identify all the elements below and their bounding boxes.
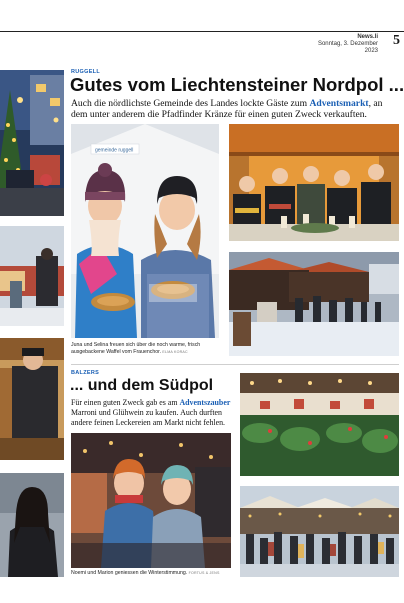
page-header xyxy=(306,34,378,55)
article2-kicker: BALZERS xyxy=(71,370,100,376)
article1-lead-highlight: Adventsmarkt xyxy=(309,98,369,109)
article1-headline: Gutes vom Liechtensteiner Nordpol ... xyxy=(70,74,404,95)
paper-name: News.li xyxy=(357,34,378,40)
article2-caption xyxy=(71,570,236,577)
photo-decorated-stand xyxy=(240,373,399,476)
header-rule xyxy=(0,31,404,32)
article1-caption-text: Juna und Selina freuen sich über die noch warme, frisch ausgebackene Waffel vom Frauenchor. xyxy=(71,342,201,355)
photo-girl-dark-coat xyxy=(0,473,64,577)
photo-man-at-stand xyxy=(0,338,64,460)
page-number: 5 xyxy=(393,33,400,48)
photo-market-tents-snow xyxy=(229,252,399,356)
photo-night-christmas-tree xyxy=(0,70,64,216)
photo-scouts-with-wreaths xyxy=(229,124,399,241)
photo-women-winter xyxy=(71,433,231,568)
article2-lead-highlight: Adventszauber xyxy=(179,398,231,407)
tent-sign-text: gemeinde ruggell xyxy=(95,147,134,154)
issue-date: Sonntag, 3. Dezember 2023 xyxy=(317,41,378,54)
photo-market-crowd xyxy=(240,486,399,577)
article2-headline: ... und dem Südpol xyxy=(70,377,214,394)
article1-lead xyxy=(71,98,396,120)
article1-lead-text-a: Auch die nördlichste Gemeinde des Landes lockte Gäste zum xyxy=(71,98,310,109)
section-divider xyxy=(71,364,399,365)
article2-caption-text: Noemi und Marion geniessen die Winterstimmung. xyxy=(71,570,188,576)
article2-lead-text-b: Marroni und Glühwein zu kaufen. Auch durften andere feinen Leckereien am Markt nicht fehlen. xyxy=(71,408,226,427)
article2-lead-text-a: Für einen guten Zweck gab es am xyxy=(71,398,180,407)
article1-photo-credit: ELMA KORAC xyxy=(162,349,188,354)
article1-lead-text-b: , an dem unter anderem die Pfadfinder Kränze für einen guten Zweck verkauften. xyxy=(71,98,383,121)
article2-lead xyxy=(71,398,237,428)
article1-kicker: RUGGELL xyxy=(71,69,100,75)
photo-girls-with-waffles xyxy=(71,124,219,338)
photo-market-street xyxy=(0,226,64,326)
article1-caption xyxy=(71,342,221,355)
article2-photo-credit: FORTUS & JENS xyxy=(188,571,220,575)
